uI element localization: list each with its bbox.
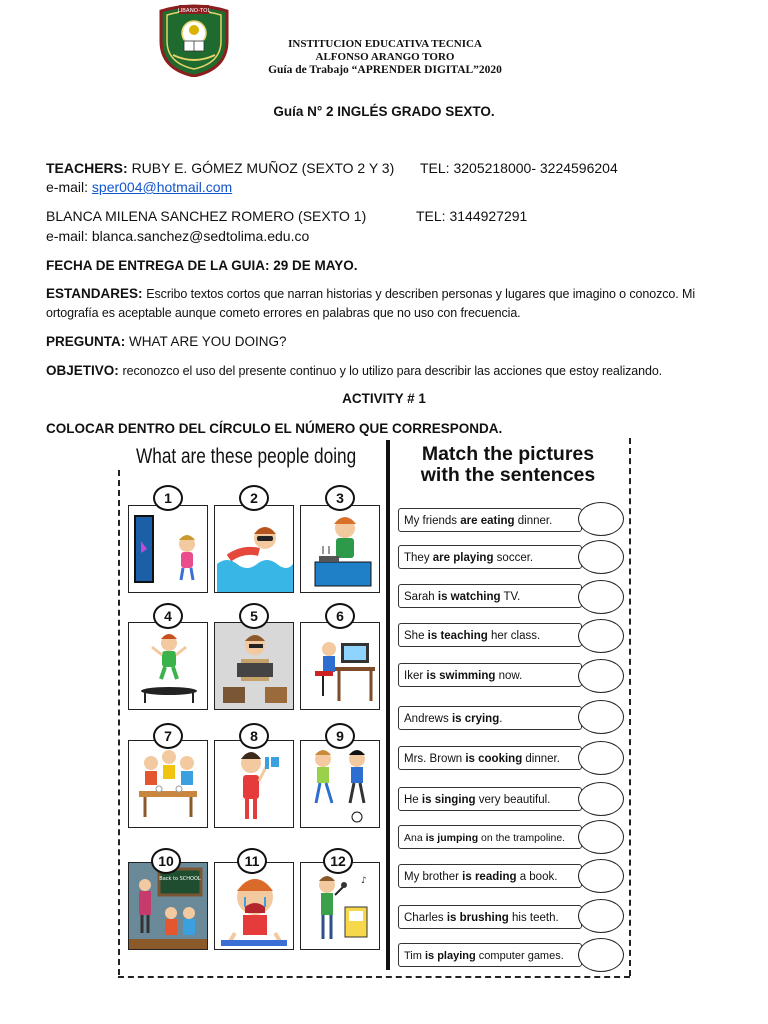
picture-number-10: 10 <box>151 848 181 874</box>
worksheet-border-bottom <box>118 976 630 978</box>
teacher-2-email: e-mail: blanca.sanchez@sedtolima.edu.co <box>46 228 310 244</box>
teacher-1-email-link[interactable]: sper004@hotmail.com <box>91 179 233 195</box>
sentence-8: He is singing very beautiful. <box>398 787 582 811</box>
picture-7-eating-dinner <box>128 740 208 828</box>
due-date: FECHA DE ENTREGA DE LA GUIA: 29 DE MAYO. <box>46 258 358 273</box>
sentence-2: They are playing soccer. <box>398 545 582 569</box>
objective-label: OBJETIVO: <box>46 363 119 378</box>
svg-text:♪: ♪ <box>361 876 367 886</box>
svg-text:Back to SCHOOL: Back to SCHOOL <box>159 876 201 882</box>
worksheet-border-left <box>118 470 120 975</box>
activity-title: ACTIVITY # 1 <box>342 391 426 406</box>
picture-number-12: 12 <box>323 848 353 874</box>
standards-text-2: ortografía es aceptable aunque cometo errores en palabras que no uso con frecuencia. <box>46 306 521 320</box>
institution-name: INSTITUCION EDUCATIVA TECNICA <box>288 38 482 50</box>
email-label: e-mail: <box>46 179 89 195</box>
picture-10-teaching <box>128 862 208 950</box>
standards <box>46 284 736 323</box>
sentence-10: My brother is reading a book. <box>398 864 582 888</box>
picture-number-8: 8 <box>239 723 269 749</box>
sentence-3: Sarah is watching TV. <box>398 584 582 608</box>
standards-text-1: Escribo textos cortos que narran historias y describen personas y lugares que imagino o conozco. Mi <box>146 287 696 301</box>
answer-circle-10[interactable] <box>578 859 624 893</box>
teacher-1-tel: TEL: 3205218000- 3224596204 <box>420 160 618 176</box>
picture-9-playing-soccer <box>300 740 380 828</box>
picture-number-5: 5 <box>239 603 269 629</box>
picture-8-brushing-teeth <box>214 740 294 828</box>
answer-circle-2[interactable] <box>578 540 624 574</box>
objective <box>46 362 662 380</box>
picture-number-2: 2 <box>239 485 269 511</box>
answer-circle-7[interactable] <box>578 741 624 775</box>
institution-header <box>250 38 520 77</box>
answer-circle-8[interactable] <box>578 782 624 816</box>
answer-circle-9[interactable] <box>578 820 624 854</box>
worksheet-right-title-2: with the sentences <box>420 464 596 486</box>
sentence-11: Charles is brushing his teeth. <box>398 905 582 929</box>
svg-text:LIBANO-TOL: LIBANO-TOL <box>177 8 211 14</box>
picture-6-computer-games <box>300 622 380 710</box>
answer-circle-11[interactable] <box>578 899 624 933</box>
answer-circle-1[interactable] <box>578 502 624 536</box>
picture-11-crying <box>214 862 294 950</box>
picture-number-11: 11 <box>237 848 267 874</box>
teachers-label: TEACHERS: <box>46 160 128 176</box>
instruction: COLOCAR DENTRO DEL CÍRCULO EL NÚMERO QUE CORRESPONDA. <box>46 421 503 436</box>
worksheet-left-title: What are these people doing <box>136 445 357 468</box>
picture-number-7: 7 <box>153 723 183 749</box>
sentence-4: She is teaching her class. <box>398 623 582 647</box>
teacher-1-line <box>46 160 394 177</box>
teacher-2-name: BLANCA MILENA SANCHEZ ROMERO (SEXTO 1) <box>46 208 367 224</box>
answer-circle-3[interactable] <box>578 580 624 614</box>
picture-5-reading <box>214 622 294 710</box>
guide-program: Guía de Trabajo “APRENDER DIGITAL”2020 <box>268 64 502 76</box>
teacher-1-name: RUBY E. GÓMEZ MUÑOZ (SEXTO 2 Y 3) <box>131 160 395 176</box>
picture-number-1: 1 <box>153 485 183 511</box>
picture-4-jumping <box>128 622 208 710</box>
worksheet-border-right <box>629 438 631 976</box>
institution-name-2: ALFONSO ARANGO TORO <box>315 51 455 63</box>
worksheet-right-title-1: Match the pictures <box>421 443 595 465</box>
picture-number-4: 4 <box>153 603 183 629</box>
teacher-1-email-line <box>46 179 232 196</box>
picture-number-3: 3 <box>325 485 355 511</box>
objective-text: reconozco el uso del presente continuo y lo utilizo para describir las acciones que estoy realizando. <box>122 364 663 378</box>
picture-12-singing <box>300 862 380 950</box>
picture-number-9: 9 <box>325 723 355 749</box>
worksheet-divider <box>386 440 390 970</box>
answer-circle-5[interactable] <box>578 659 624 693</box>
sentence-1: My friends are eating dinner. <box>398 508 582 532</box>
picture-number-6: 6 <box>325 603 355 629</box>
sentence-6: Andrews is crying. <box>398 706 582 730</box>
answer-circle-12[interactable] <box>578 938 624 972</box>
sentence-12: Tim is playing computer games. <box>398 943 582 967</box>
school-logo <box>155 3 233 77</box>
picture-3-cooking <box>300 505 380 593</box>
sentence-5: Iker is swimming now. <box>398 663 582 687</box>
standards-label: ESTANDARES: <box>46 286 143 301</box>
sentence-9: Ana is jumping on the trampoline. <box>398 825 582 849</box>
guide-title: Guía N° 2 INGLÉS GRADO SEXTO. <box>273 104 495 119</box>
teacher-2-tel: TEL: 3144927291 <box>416 208 528 224</box>
answer-circle-4[interactable] <box>578 619 624 653</box>
question <box>46 333 287 350</box>
sentence-7: Mrs. Brown is cooking dinner. <box>398 746 582 770</box>
answer-circle-6[interactable] <box>578 700 624 734</box>
picture-1-watching-tv <box>128 505 208 593</box>
question-text: WHAT ARE YOU DOING? <box>129 334 287 349</box>
worksheet-right-title <box>396 444 620 486</box>
picture-2-swimming <box>214 505 294 593</box>
question-label: PREGUNTA: <box>46 334 126 349</box>
